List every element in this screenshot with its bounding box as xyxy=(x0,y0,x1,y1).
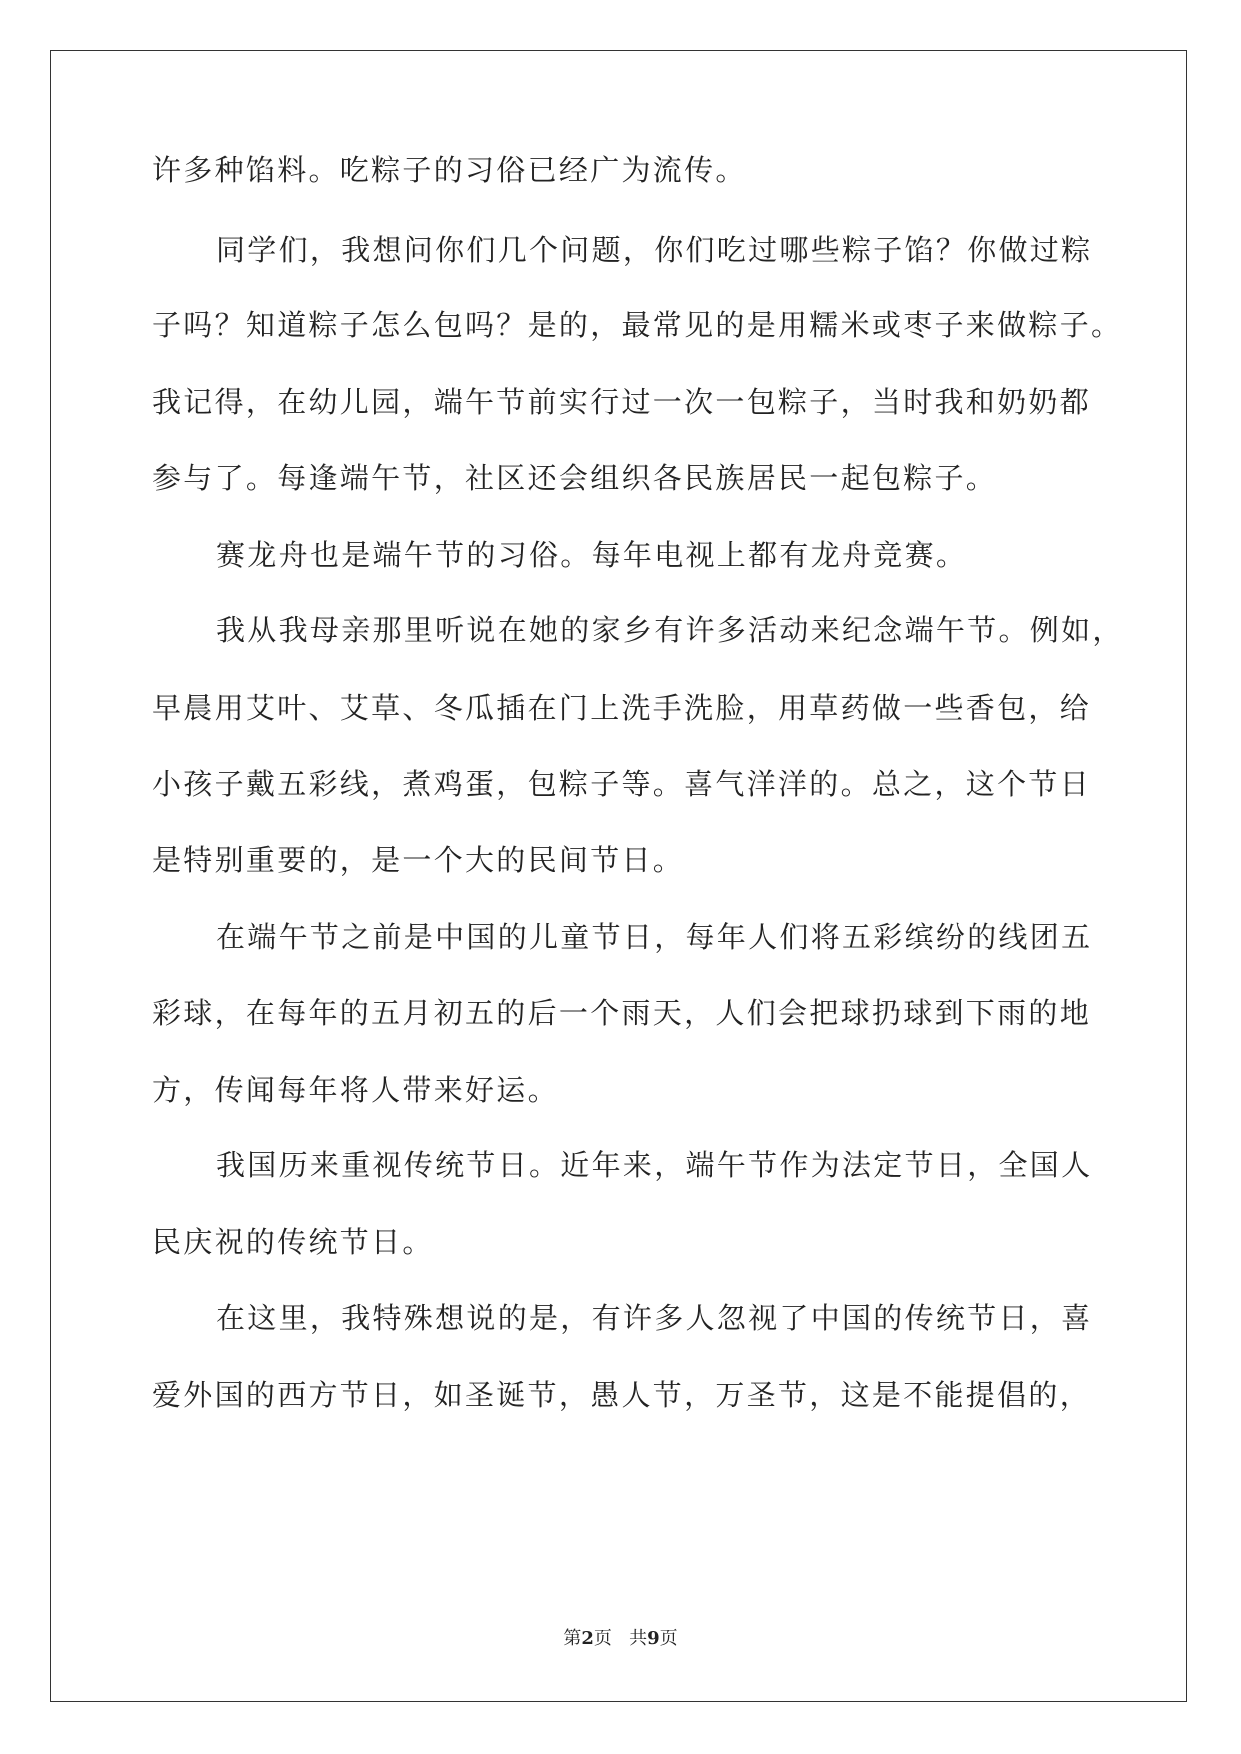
text-line: 爱外国的西方节日，如圣诞节，愚人节，万圣节，这是不能提倡的， xyxy=(152,1378,1092,1412)
text-line: 我记得，在幼儿园，端午节前实行过一次一包粽子，当时我和奶奶都 xyxy=(152,385,1092,419)
text-line: 早晨用艾叶、艾草、冬瓜插在门上洗手洗脸，用草药做一些香包，给 xyxy=(152,691,1092,725)
footer-page-suffix: 页 xyxy=(593,1628,612,1649)
text-line: 参与了。每逢端午节，社区还会组织各民族居民一起包粽子。 xyxy=(152,461,998,495)
current-page-number: 2 xyxy=(581,1628,594,1649)
total-page-count: 9 xyxy=(647,1628,660,1649)
paragraph-start: 我国历来重视传统节日。近年来，端午节作为法定节日，全国人 xyxy=(216,1148,1093,1182)
page-footer xyxy=(0,1624,1241,1650)
paragraph-start: 同学们，我想问你们几个问题，你们吃过哪些粽子馅？你做过粽 xyxy=(216,233,1093,267)
text-line: 是特别重要的，是一个大的民间节日。 xyxy=(152,843,685,877)
text-line: 方，传闻每年将人带来好运。 xyxy=(152,1073,559,1107)
paragraph-start: 我从我母亲那里听说在她的家乡有许多活动来纪念端午节。例如， xyxy=(216,613,1124,647)
text-line: 民庆祝的传统节日。 xyxy=(152,1225,434,1259)
paragraph-start: 赛龙舟也是端午节的习俗。每年电视上都有龙舟竞赛。 xyxy=(216,538,968,572)
footer-prefix: 第 xyxy=(563,1628,582,1649)
text-line: 彩球，在每年的五月初五的后一个雨天，人们会把球扔球到下雨的地 xyxy=(152,996,1092,1030)
text-line: 子吗？知道粽子怎么包吗？是的，最常见的是用糯米或枣子来做粽子。 xyxy=(152,308,1123,342)
footer-total-suffix: 页 xyxy=(659,1628,678,1649)
paragraph-start: 在这里，我特殊想说的是，有许多人忽视了中国的传统节日，喜 xyxy=(216,1301,1093,1335)
text-line: 许多种馅料。吃粽子的习俗已经广为流传。 xyxy=(152,153,747,187)
footer-total-prefix: 共 xyxy=(629,1628,648,1649)
paragraph-start: 在端午节之前是中国的儿童节日，每年人们将五彩缤纷的线团五 xyxy=(216,920,1093,954)
text-line: 小孩子戴五彩线，煮鸡蛋，包粽子等。喜气洋洋的。总之，这个节日 xyxy=(152,767,1092,801)
